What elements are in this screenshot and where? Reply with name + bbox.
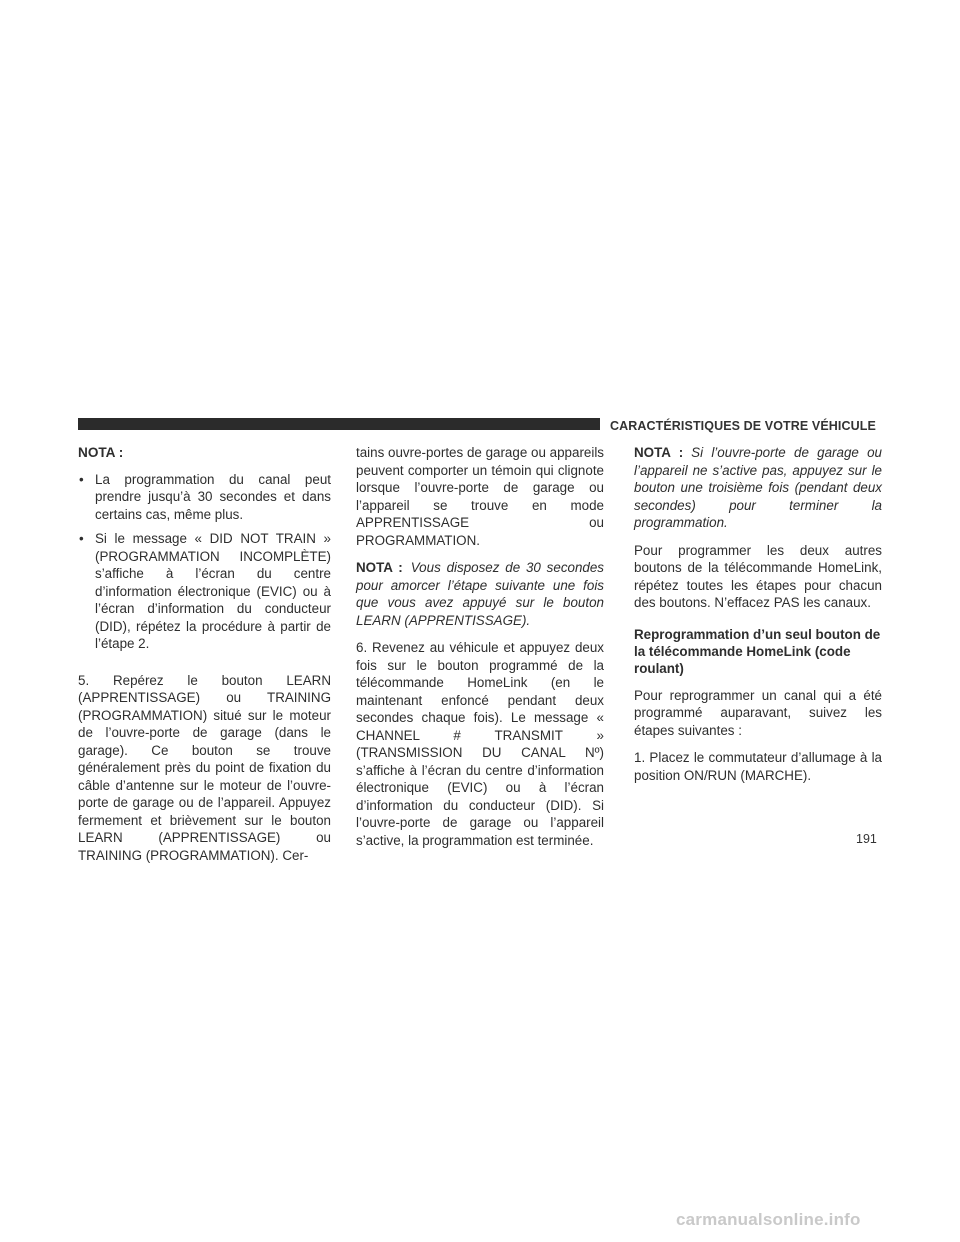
section-title: CARACTÉRISTIQUES DE VOTRE VÉHICULE bbox=[610, 419, 876, 433]
step-6-text: 6. Revenez au véhicule et appuyez deux fois sur le bouton programmé de la télécommande HomeLink (en le maintenant enfoncé pendant deux secondes chaque fois). Le message « CHANNEL # TRANSMIT » (TRANSMISSION DU CANAL Nº) s’affiche à l’écran du centre d’information électronique (EVIC) ou à l’écran d’information du conducteur (DID). Si l’ouvre-porte de garage ou l’appareil s’active, la programmation est terminée. bbox=[356, 640, 604, 848]
step-1-text: 1. Placez le commutateur d’allumage à la position ON/RUN (MARCHE). bbox=[634, 750, 882, 783]
note-title: NOTA : bbox=[78, 445, 124, 460]
subheading: Reprogrammation d’un seul bouton de la télécommande HomeLink (code roulant) bbox=[634, 626, 881, 676]
page-number: 191 bbox=[856, 832, 877, 846]
step-5-continuation: tains ouvre-portes de garage ou appareils peuvent comporter un témoin qui clignote lorsque l’ouvre-porte de garage ou l’appareil se trouve en mode APPRENTISSAGE ou PROGRAMMATION. bbox=[356, 445, 604, 548]
note-label: NOTA : bbox=[356, 560, 403, 575]
bullet-text: La programmation du canal peut prendre jusqu’à 30 secondes et dans certains cas, même plus. bbox=[95, 471, 331, 522]
column-3 bbox=[634, 444, 882, 784]
note-label: NOTA : bbox=[634, 445, 684, 460]
reprogram-paragraph: Pour reprogrammer un canal qui a été programmé auparavant, suivez les étapes suivantes : bbox=[634, 687, 882, 738]
bullet-item bbox=[78, 530, 331, 653]
bullet-icon: • bbox=[79, 471, 84, 487]
note-text: Vous disposez de 30 secondes pour amorcer l’étape suivante une fois que vous avez appuyé sur le bouton LEARN (APPRENTISSAGE). bbox=[356, 560, 605, 628]
note-block bbox=[356, 559, 604, 629]
section-header-bar bbox=[78, 418, 600, 430]
step-5-part-1: 5. Repérez le bouton LEARN (APPRENTISSAGE) ou TRAINING (PROGRAMMATION) situé sur le moteur de l’ouvre-porte de garage (dans le garage). Ce bouton se trouve généralement près du point de fixation du câble d’antenne sur le moteur de l’ouvre-porte de garage ou de l’appareil. Appuyez fermement et brièvement sur le bouton LEARN (APPRENTISSAGE) ou TRAINING (PROGRAMMATION). Cer- bbox=[78, 672, 331, 863]
bullet-icon: • bbox=[79, 531, 84, 546]
bullet-text: Si le message « DID NOT TRAIN » (PROGRAMMATION INCOMPLÈTE) s’affiche à l’écran du centre d’information électronique (EVIC) ou à l’écran d’information du conducteur (DID), répétez la procédure à partir de l’étape 2. bbox=[95, 531, 331, 651]
bullet-item bbox=[78, 471, 331, 524]
column-1 bbox=[78, 444, 331, 864]
watermark: carmanualsonline.info bbox=[676, 1210, 861, 1229]
step-5-text bbox=[78, 672, 331, 865]
other-buttons-paragraph: Pour programmer les deux autres boutons de la télécommande HomeLink, répétez toutes les étapes pour chacun des boutons. N’effacez PAS les canaux. bbox=[634, 542, 882, 610]
note-bullet-list bbox=[78, 471, 331, 653]
column-2 bbox=[356, 444, 604, 849]
note-text: Si l’ouvre-porte de garage ou l’appareil ne s’active pas, appuyez sur le bouton une troisième fois (pendant deux secondes) pour terminer la programmation. bbox=[634, 445, 883, 530]
note-block bbox=[634, 444, 882, 532]
